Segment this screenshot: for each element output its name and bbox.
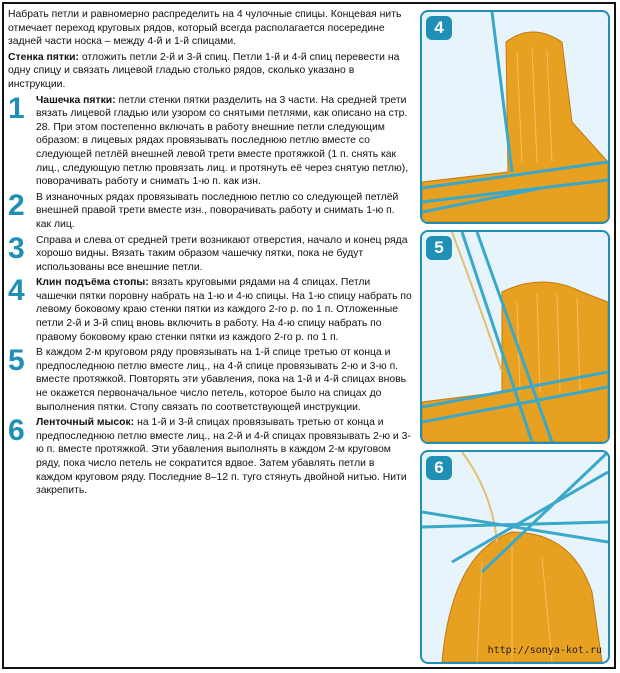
figure-number-badge: 4: [426, 16, 452, 40]
step-heading: Чашечка пятки:: [36, 94, 116, 106]
figure-number-badge: 6: [426, 456, 452, 480]
step-text: петли стенки пятки разделить на 3 части. На средней трети вязать лицевой гладью или узором со снятыми петлями, как описано на стр. 28. При этом постепенно включать в работу внешние петли следующим образом: в лицевых рядах провязывать последнюю петлю вместе со следующей петлёй внешней левой трети вместе протяжкой (1 п. снять как лиц., следующую петлю провязать лиц. и протянуть её через снятую петлю), поворачивать работу и снимать 1-ю п. как изн.: [36, 94, 409, 188]
gusset-illustration: [422, 232, 608, 442]
step-heading: Клин подъёма стопы:: [36, 277, 149, 289]
step-number: 6: [8, 414, 25, 448]
watermark-url: http://sonya-kot.ru: [487, 645, 602, 656]
step-number: 2: [8, 188, 25, 222]
heel-wall-paragraph: [8, 51, 412, 92]
heel-wall-heading: Стенка пятки:: [8, 51, 79, 63]
step-text: Справа и слева от средней трети возникают отверстия, начало и конец ряда хорошо видны. Вязать таким образом чашечку пятки, пока не будут использованы все внешние петли.: [36, 234, 408, 273]
step-2: [8, 188, 412, 232]
step-5: [8, 346, 412, 414]
step-6: [8, 416, 412, 498]
instructions-column: [8, 8, 412, 498]
heel-wall-text: отложить петли 2-й и 3-й спиц. Петли 1-й и 4-й спиц перевести на одну спицу и связать лицевой гладью столько рядов, сколько указано в инструкции.: [8, 51, 400, 90]
figure-panel-6: [420, 450, 610, 664]
toe-illustration: [422, 452, 608, 662]
heel-wall-illustration: [422, 12, 608, 222]
step-4: [8, 276, 412, 344]
step-number: 4: [8, 274, 25, 308]
step-number: 5: [8, 344, 25, 378]
step-heading: Ленточный мысок:: [36, 417, 135, 429]
step-text: вязать круговыми рядами на 4 спицах. Петли чашечки пятки поровну набрать на 1-ю и 4-ю спицы. На 1-ю спицу набрать по левому боковому краю стенки пятки из каждого 2-го р. по 1 п. Отложенные петли 2-й и 3-й спиц вновь включить в работу. На 4-ю спицу набрать по правому боковому краю стенки пятки из каждого 2-го р. по 1 п.: [36, 277, 412, 343]
step-3: [8, 231, 412, 275]
step-1: [8, 91, 412, 189]
step-text: В изнаночных рядах провязывать последнюю петлю со следующей петлёй внешней правой трети вместе изн., поворачивать работу и снимать 1-ю п. как лиц.: [36, 191, 399, 230]
step-text: на 1-й и 3-й спицах провязывать третью от конца и предпоследнюю петлю вместе лиц., на 2-й и 4-й спицах провязывать 2-ю и 3-ю п. вместе протяжкой. Эти убавления выполнять в каждом 2-м круговом ряду, пока число петель не сократится вдвое. Затем убавлять петли в каждом круговом ряду. Последние 8–12 п. туго стянуть двойной нитью. Нити закрепить.: [36, 417, 411, 497]
step-number: 3: [8, 231, 25, 265]
figure-number-badge: 5: [426, 236, 452, 260]
intro-paragraph: Набрать петли и равномерно распределить на 4 чулочные спицы. Концевая нить отмечает переход круговых рядов, который всегда располагается посередине задней части носка – между 4-й и 1-й спицами.: [8, 9, 402, 48]
figure-panel-5: [420, 230, 610, 444]
step-number: 1: [8, 91, 25, 125]
figure-panel-4: [420, 10, 610, 224]
step-text: В каждом 2-м круговом ряду провязывать на 1-й спице третью от конца и предпоследнюю петлю вместе лиц., на 4-й спице провязывать 2-ю и 3-ю п. вместе протяжкой. Повторять эти убавления, пока на 1-й и 4-й спицах вновь не окажется первоначальное число петель, которое было на спицах до выполнения пятки. Стопу связать по соответствующей инструкции.: [36, 347, 407, 413]
